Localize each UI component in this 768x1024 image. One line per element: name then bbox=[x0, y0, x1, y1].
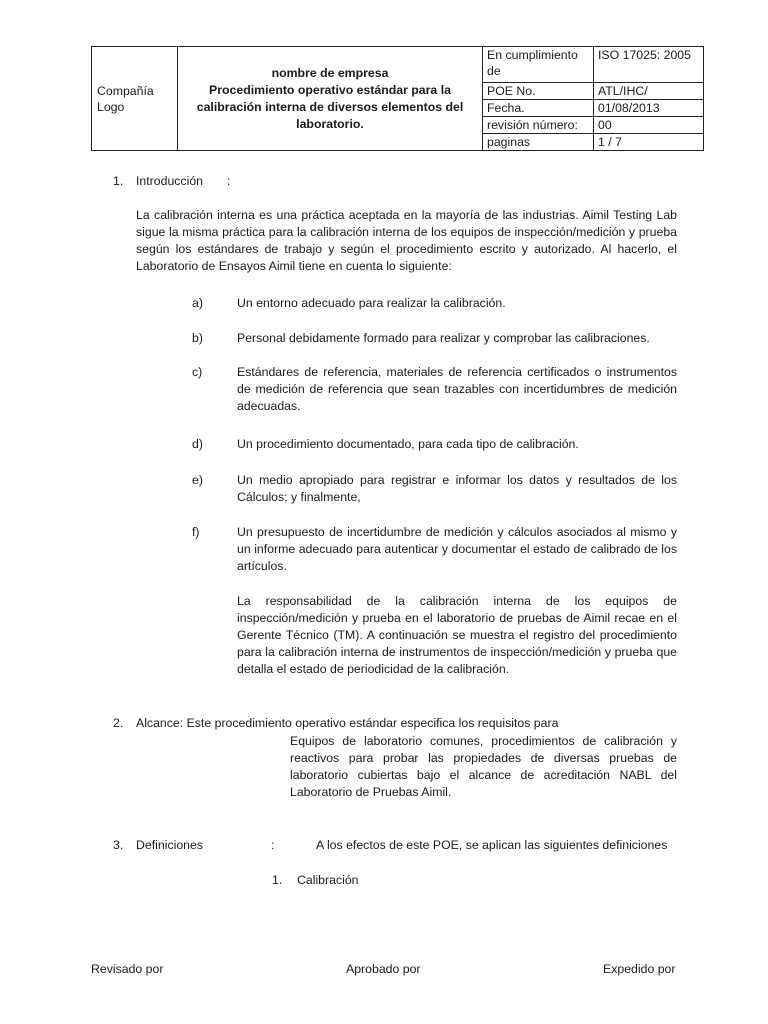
header-label: revisión número: bbox=[483, 117, 594, 134]
footer-issued-by: Expedido por bbox=[603, 962, 676, 976]
subitem-number: 1. bbox=[272, 873, 283, 887]
list-letter: f) bbox=[192, 525, 200, 539]
header-value: 1 / 7 bbox=[594, 134, 704, 151]
footer-reviewed-by: Revisado por bbox=[91, 962, 164, 976]
responsibility-paragraph: La responsabilidad de la calibración interna de los equipos de inspección/medición y prueba en el laboratorio de pruebas de Aimil recae en el Gerente Técnico (TM). A continuación se muestra el registro del procedimiento para la calibración interna de instrumentos de inspección/medición y prueba que detalla el estado de periodicidad de la calibración. bbox=[237, 594, 677, 676]
header-value: 00 bbox=[594, 117, 704, 134]
section-3-text: A los efectos de este POE, se aplican las siguientes definiciones bbox=[316, 838, 668, 852]
list-letter: b) bbox=[192, 331, 203, 345]
section-1-colon: : bbox=[227, 174, 231, 188]
intro-paragraph: La calibración interna es una práctica aceptada en la mayoría de las industrias. Aimil Testing Lab sigue la misma práctica para la calibración interna de los equipos de inspección/medición y prueba según los estándares de trabajo y según el procedimiento escrito y autorizado. Al hacerlo, el Laboratorio de Ensayos Aimil tiene en cuenta lo siguiente: bbox=[136, 208, 677, 273]
company-logo-placeholder: Compañía Logo bbox=[92, 47, 178, 151]
scope-paragraph: Equipos de laboratorio comunes, procedimientos de calibración y reactivos para probar las propiedades de diversas pruebas de laboratorio cubiertas bajo el alcance de acreditación NABL del Laboratorio de Pruebas Aimil. bbox=[290, 734, 677, 799]
list-item: Personal debidamente formado para realizar y comprobar las calibraciones. bbox=[237, 331, 650, 345]
header-value: 01/08/2013 bbox=[594, 100, 704, 117]
header-label: Fecha. bbox=[483, 100, 594, 117]
section-2-lead: Alcance: Este procedimiento operativo estándar especifica los requisitos para bbox=[136, 716, 559, 730]
section-2-number: 2. bbox=[113, 716, 124, 730]
list-item: Un presupuesto de incertidumbre de medición y cálculos asociados al mismo y un informe adecuado para autenticar y documentar el estado de calibrado de los artículos. bbox=[237, 525, 677, 573]
list-letter: e) bbox=[192, 473, 203, 487]
header-label: En cumplimiento de bbox=[483, 47, 594, 83]
list-item: Un medio apropiado para registrar e informar los datos y resultados de los Cálculos; y finalmente, bbox=[237, 473, 677, 504]
list-item: Estándares de referencia, materiales de referencia certificados o instrumentos de medición de referencia que sean trazables con incertidumbres de medición adecuadas. bbox=[237, 365, 677, 413]
procedure-title: Procedimiento operativo estándar para la calibración interna de diversos elementos del laboratorio. bbox=[196, 82, 464, 131]
header-value: ATL/IHC/ bbox=[594, 83, 704, 100]
section-1-number: 1. bbox=[113, 174, 124, 188]
list-letter: c) bbox=[192, 365, 203, 379]
list-letter: a) bbox=[192, 296, 203, 310]
header-label: paginas bbox=[483, 134, 594, 151]
header-title-cell bbox=[178, 47, 483, 151]
document-header-table bbox=[91, 46, 704, 151]
section-3-heading: Definiciones bbox=[136, 838, 203, 852]
list-item: Un procedimiento documentado, para cada tipo de calibración. bbox=[237, 437, 579, 451]
header-value: ISO 17025: 2005 bbox=[594, 47, 704, 83]
header-label: POE No. bbox=[483, 83, 594, 100]
section-3-colon: : bbox=[271, 838, 275, 852]
list-item: Un entorno adecuado para realizar la calibración. bbox=[237, 296, 506, 310]
company-name: nombre de empresa bbox=[271, 65, 389, 80]
section-3-number: 3. bbox=[113, 838, 124, 852]
section-1-heading: Introducción bbox=[136, 174, 203, 188]
list-letter: d) bbox=[192, 437, 203, 451]
subitem-calibracion: Calibración bbox=[297, 873, 359, 887]
footer-approved-by: Aprobado por bbox=[346, 962, 421, 976]
